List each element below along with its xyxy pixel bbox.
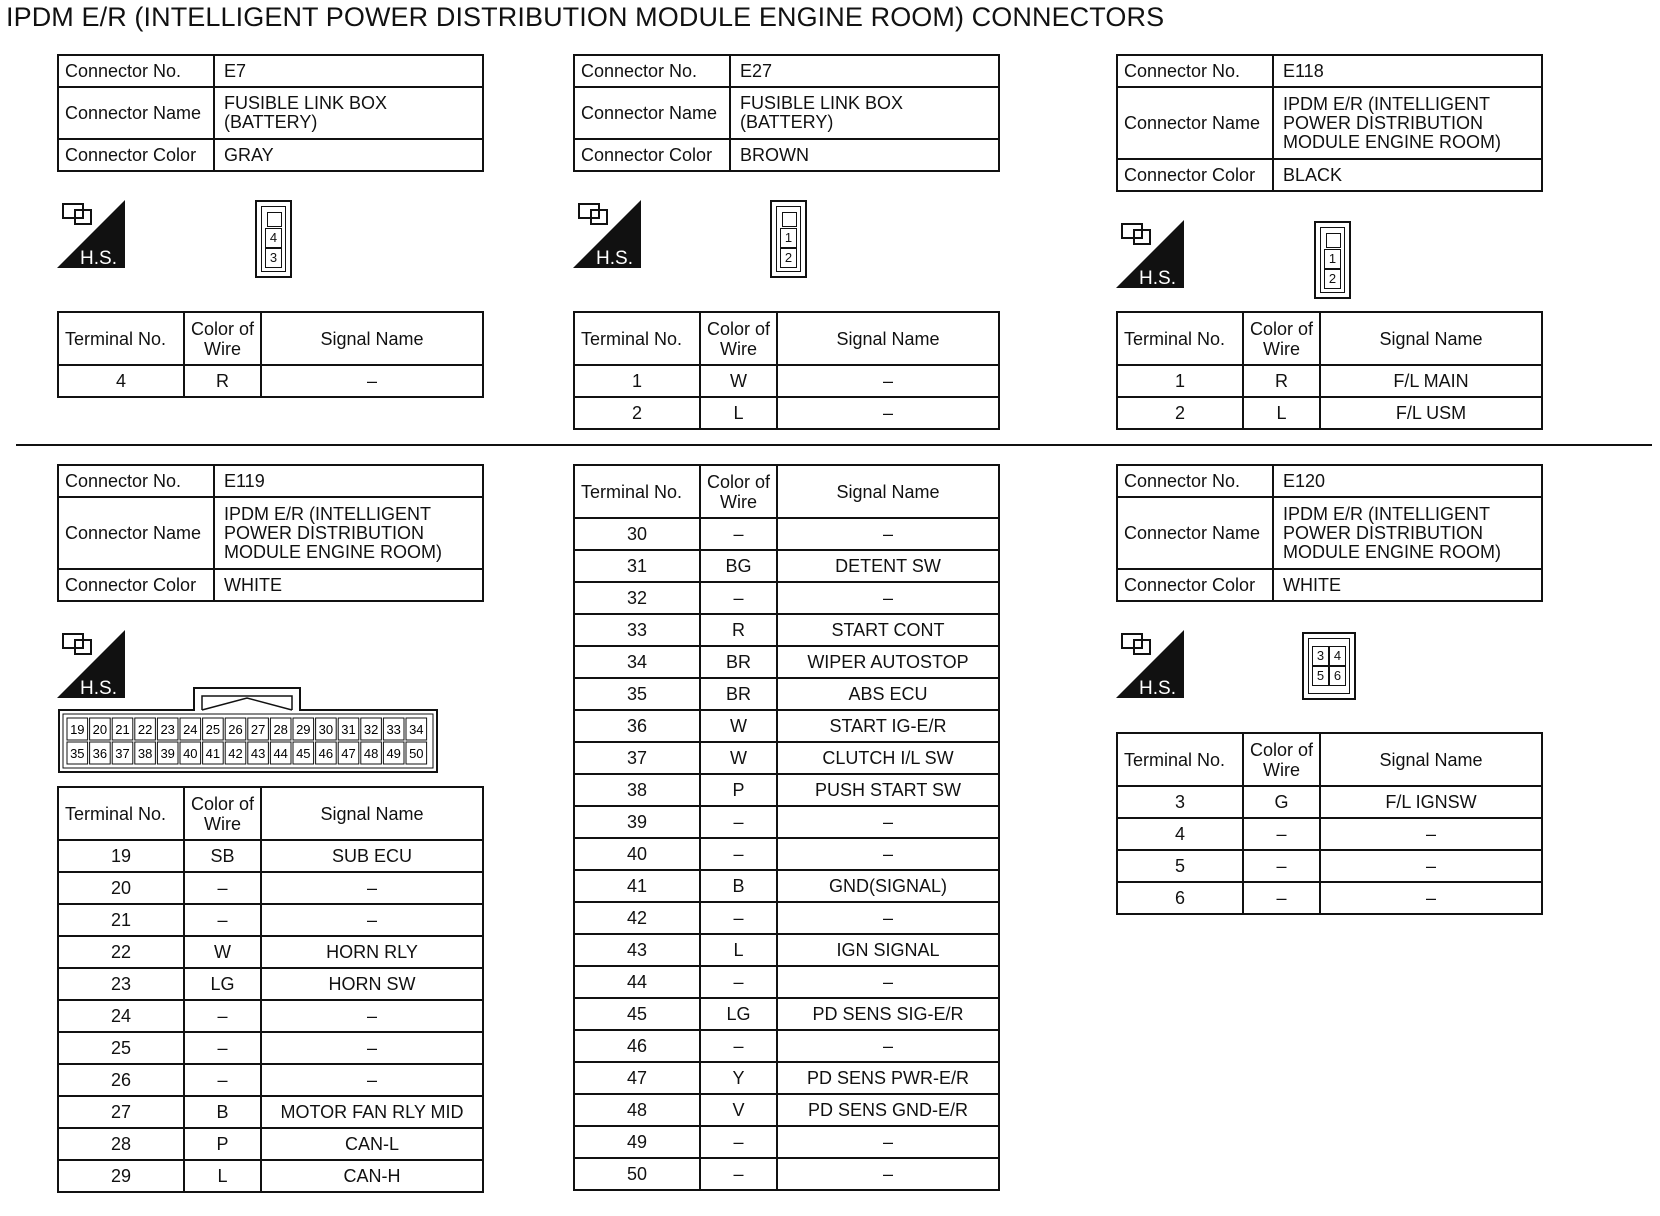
table-row: 35 BR ABS ECU bbox=[574, 678, 999, 710]
table-row: 45 LG PD SENS SIG-E/R bbox=[574, 998, 999, 1030]
pin-label: 36 bbox=[92, 746, 108, 761]
table-row: 40 – – bbox=[574, 838, 999, 870]
terminal-table-e119-b bbox=[573, 464, 1000, 1191]
table-row: 4 R – bbox=[58, 365, 483, 397]
connector-name-line: MODULE ENGINE ROOM) bbox=[1283, 541, 1502, 562]
connector-info-e119 bbox=[57, 464, 484, 602]
label-connector-name: Connector Name bbox=[1117, 497, 1273, 569]
harness-side-icon bbox=[1116, 220, 1184, 288]
connector-no-value: E7 bbox=[214, 55, 483, 87]
connector-info-e118 bbox=[1116, 54, 1543, 192]
table-row: 22 W HORN RLY bbox=[58, 936, 483, 968]
table-row: 33 R START CONT bbox=[574, 614, 999, 646]
table-row: 19 SB SUB ECU bbox=[58, 840, 483, 872]
header-terminal-no: Terminal No. bbox=[58, 787, 184, 840]
label-connector-color: Connector Color bbox=[58, 139, 214, 171]
table-row: 48 V PD SENS GND-E/R bbox=[574, 1094, 999, 1126]
header-signal-name: Signal Name bbox=[1320, 733, 1542, 786]
header-color-of-wire: Color of Wire bbox=[184, 787, 261, 840]
connector-face-e119 bbox=[57, 686, 439, 774]
pin-label: 30 bbox=[318, 722, 334, 737]
pin-label: 4 bbox=[1329, 646, 1346, 666]
hs-label: H.S. bbox=[596, 248, 633, 268]
header-color-of-wire: Color of Wire bbox=[700, 465, 777, 518]
label-connector-color: Connector Color bbox=[58, 569, 214, 601]
table-row: 25 – – bbox=[58, 1032, 483, 1064]
pin-label: 45 bbox=[296, 746, 311, 761]
connector-name-line: POWER DISTRIBUTION bbox=[224, 522, 425, 543]
connector-face-e120 bbox=[1302, 632, 1356, 700]
connector-name-line: IPDM E/R (INTELLIGENT bbox=[1283, 93, 1491, 114]
table-row: 6 – – bbox=[1117, 882, 1542, 914]
table-row: 1 R F/L MAIN bbox=[1117, 365, 1542, 397]
table-row: 42 – – bbox=[574, 902, 999, 934]
connector-name-line: FUSIBLE LINK BOX bbox=[740, 93, 904, 113]
pin-label: 22 bbox=[137, 722, 153, 737]
label-connector-name: Connector Name bbox=[58, 497, 214, 569]
connector-color-value: BLACK bbox=[1273, 159, 1542, 191]
label-connector-no: Connector No. bbox=[58, 55, 214, 87]
pin-label: 1 bbox=[1324, 249, 1341, 269]
pin-label: 23 bbox=[160, 722, 175, 737]
table-row: 24 – – bbox=[58, 1000, 483, 1032]
pin-label: 32 bbox=[363, 722, 379, 737]
connector-name-line: POWER DISTRIBUTION bbox=[1283, 112, 1484, 133]
pin-label: 37 bbox=[115, 746, 130, 761]
header-color-of-wire: Color of Wire bbox=[1243, 733, 1320, 786]
hs-label: H.S. bbox=[1139, 268, 1176, 288]
pin-label: 25 bbox=[205, 722, 221, 737]
pin-label: 26 bbox=[228, 722, 243, 737]
connector-name-line: FUSIBLE LINK BOX bbox=[224, 93, 388, 113]
table-row: 50 – – bbox=[574, 1158, 999, 1190]
table-row: 30 – – bbox=[574, 518, 999, 550]
pin-label: 2 bbox=[780, 248, 797, 268]
pin-label: 50 bbox=[409, 746, 424, 761]
terminal-table-e7 bbox=[57, 311, 484, 398]
header-signal-name: Signal Name bbox=[1320, 312, 1542, 365]
table-row: 37 W CLUTCH I/L SW bbox=[574, 742, 999, 774]
connector-name-line: (BATTERY) bbox=[224, 112, 318, 132]
table-row: 1 W – bbox=[574, 365, 999, 397]
pin-label: 34 bbox=[409, 722, 424, 737]
pin-label: 3 bbox=[265, 248, 282, 268]
header-terminal-no: Terminal No. bbox=[1117, 733, 1243, 786]
pin-label: 31 bbox=[341, 722, 356, 737]
pin-label: 29 bbox=[296, 722, 311, 737]
pin-label: 20 bbox=[92, 722, 108, 737]
harness-side-icon bbox=[1116, 630, 1184, 698]
pin-label: 43 bbox=[250, 746, 266, 761]
connector-name-line: IPDM E/R (INTELLIGENT bbox=[224, 503, 432, 524]
table-row: 28 P CAN-L bbox=[58, 1128, 483, 1160]
label-connector-no: Connector No. bbox=[58, 465, 214, 497]
harness-side-icon bbox=[573, 200, 641, 268]
pin-label: 2 bbox=[1324, 269, 1341, 289]
label-connector-color: Connector Color bbox=[1117, 569, 1273, 601]
connector-name-line: IPDM E/R (INTELLIGENT bbox=[1283, 503, 1491, 524]
pin-label: 24 bbox=[183, 722, 198, 737]
pin-label: 42 bbox=[228, 746, 243, 761]
pin-label: 40 bbox=[183, 746, 198, 761]
pin-label: 1 bbox=[780, 228, 797, 248]
label-connector-name: Connector Name bbox=[58, 87, 214, 139]
header-color-of-wire: Color of Wire bbox=[1243, 312, 1320, 365]
header-terminal-no: Terminal No. bbox=[574, 465, 700, 518]
table-row: 46 – – bbox=[574, 1030, 999, 1062]
table-row: 5 – – bbox=[1117, 850, 1542, 882]
connector-name-line: MODULE ENGINE ROOM) bbox=[1283, 131, 1502, 152]
table-row: 23 LG HORN SW bbox=[58, 968, 483, 1000]
connector-name-line: MODULE ENGINE ROOM) bbox=[224, 541, 443, 562]
pin-label: 21 bbox=[115, 722, 130, 737]
terminal-table-e27 bbox=[573, 311, 1000, 430]
header-signal-name: Signal Name bbox=[261, 787, 483, 840]
table-row: 2 L – bbox=[574, 397, 999, 429]
connector-info-e27 bbox=[573, 54, 1000, 172]
table-row: 32 – – bbox=[574, 582, 999, 614]
pin-label: 48 bbox=[363, 746, 379, 761]
pin-label: 6 bbox=[1329, 666, 1346, 686]
harness-side-icon bbox=[57, 200, 125, 268]
connector-color-value: WHITE bbox=[214, 569, 483, 601]
table-row: 21 – – bbox=[58, 904, 483, 936]
table-row: 39 – – bbox=[574, 806, 999, 838]
connector-face-e7 bbox=[255, 200, 292, 278]
pin-label: 27 bbox=[250, 722, 266, 737]
table-row: 41 B GND(SIGNAL) bbox=[574, 870, 999, 902]
table-row: 4 – – bbox=[1117, 818, 1542, 850]
pin-label: 38 bbox=[137, 746, 153, 761]
hs-label: H.S. bbox=[80, 678, 117, 698]
table-row: 31 BG DETENT SW bbox=[574, 550, 999, 582]
header-signal-name: Signal Name bbox=[777, 465, 999, 518]
pin-label: 39 bbox=[160, 746, 175, 761]
header-terminal-no: Terminal No. bbox=[574, 312, 700, 365]
pin-grid bbox=[67, 718, 427, 764]
pin-label: 35 bbox=[70, 746, 85, 761]
connector-face-e27 bbox=[770, 200, 807, 278]
label-connector-name: Connector Name bbox=[1117, 87, 1273, 159]
pin-label: 19 bbox=[70, 722, 85, 737]
pin-label: 44 bbox=[273, 746, 288, 761]
connector-no-value: E120 bbox=[1273, 465, 1542, 497]
header-signal-name: Signal Name bbox=[261, 312, 483, 365]
header-terminal-no: Terminal No. bbox=[1117, 312, 1243, 365]
pin-label: 46 bbox=[318, 746, 334, 761]
pin-label: 28 bbox=[273, 722, 288, 737]
label-connector-color: Connector Color bbox=[574, 139, 730, 171]
pin-label: 49 bbox=[386, 746, 401, 761]
pin-label: 47 bbox=[341, 746, 356, 761]
pin-label: 33 bbox=[386, 722, 401, 737]
connector-color-value: WHITE bbox=[1273, 569, 1542, 601]
connector-name-line: POWER DISTRIBUTION bbox=[1283, 522, 1484, 543]
terminal-table-e118 bbox=[1116, 311, 1543, 430]
connector-no-value: E118 bbox=[1273, 55, 1542, 87]
connector-color-value: GRAY bbox=[214, 139, 483, 171]
header-color-of-wire: Color of Wire bbox=[184, 312, 261, 365]
page-title: IPDM E/R (INTELLIGENT POWER DISTRIBUTION MODULE ENGINE ROOM) CONNECTORS bbox=[6, 2, 1165, 32]
table-row: 36 W START IG-E/R bbox=[574, 710, 999, 742]
connector-info-e120 bbox=[1116, 464, 1543, 602]
label-connector-name: Connector Name bbox=[574, 87, 730, 139]
pin-label: 41 bbox=[205, 746, 221, 761]
connector-name-line: (BATTERY) bbox=[740, 112, 834, 132]
table-row: 49 – – bbox=[574, 1126, 999, 1158]
table-row: 47 Y PD SENS PWR-E/R bbox=[574, 1062, 999, 1094]
pin-label: 4 bbox=[265, 228, 282, 248]
connector-face-e118 bbox=[1314, 221, 1351, 299]
header-terminal-no: Terminal No. bbox=[58, 312, 184, 365]
label-connector-no: Connector No. bbox=[1117, 465, 1273, 497]
table-row: 43 L IGN SIGNAL bbox=[574, 934, 999, 966]
table-row: 20 – – bbox=[58, 872, 483, 904]
table-row: 38 P PUSH START SW bbox=[574, 774, 999, 806]
table-row: 29 L CAN-H bbox=[58, 1160, 483, 1192]
hs-label: H.S. bbox=[80, 248, 117, 268]
hs-label: H.S. bbox=[1139, 678, 1176, 698]
table-row: 2 L F/L USM bbox=[1117, 397, 1542, 429]
table-row: 26 – – bbox=[58, 1064, 483, 1096]
pin-label: 3 bbox=[1312, 646, 1329, 666]
table-row: 34 BR WIPER AUTOSTOP bbox=[574, 646, 999, 678]
label-connector-color: Connector Color bbox=[1117, 159, 1273, 191]
table-row: 3 G F/L IGNSW bbox=[1117, 786, 1542, 818]
connector-no-value: E27 bbox=[730, 55, 999, 87]
terminal-table-e120 bbox=[1116, 732, 1543, 915]
table-row: 44 – – bbox=[574, 966, 999, 998]
connector-no-value: E119 bbox=[214, 465, 483, 497]
label-connector-no: Connector No. bbox=[574, 55, 730, 87]
terminal-table-e119-a bbox=[57, 786, 484, 1193]
table-row: 27 B MOTOR FAN RLY MID bbox=[58, 1096, 483, 1128]
section-divider bbox=[16, 444, 1652, 446]
header-color-of-wire: Color of Wire bbox=[700, 312, 777, 365]
connector-color-value: BROWN bbox=[730, 139, 999, 171]
connector-info-e7 bbox=[57, 54, 484, 172]
label-connector-no: Connector No. bbox=[1117, 55, 1273, 87]
header-signal-name: Signal Name bbox=[777, 312, 999, 365]
pin-label: 5 bbox=[1312, 666, 1329, 686]
